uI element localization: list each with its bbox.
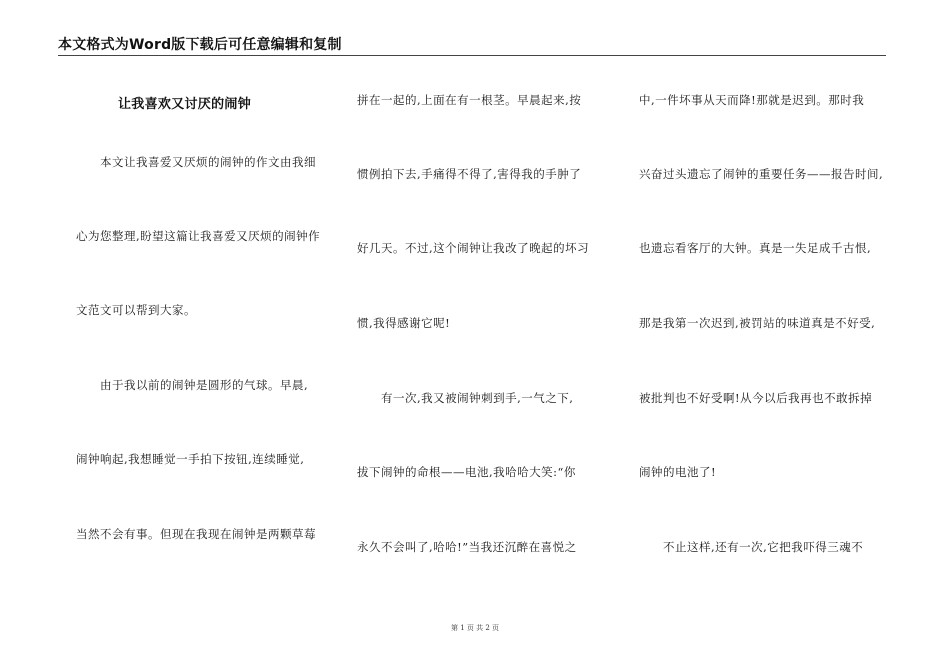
document-header-title: 本文格式为Word版下载后可任意编辑和复制 [58,37,342,53]
text-line: 由于我以前的闹钟是圆形的气球。早晨, [100,378,309,392]
text-line: 不止这样,还有一次,它把我吓得三魂不 [663,540,864,554]
text-line: 中,一件坏事从天而降!那就是迟到。那时我 [639,93,865,107]
text-line: 当然不会有事。但现在我现在闹钟是两颗草莓 [76,527,316,541]
header-divider [58,55,886,56]
text-line: 也遗忘看客厅的大钟。真是一失足成千古恨, [639,241,872,255]
text-line: 永久不会叫了,哈哈!”当我还沉醉在喜悦之 [357,540,577,554]
text-line: 兴奋过头遗忘了闹钟的重要任务——报告时间, [639,167,884,181]
text-line: 被批判也不好受啊!从今以后我再也不敢拆掉 [639,391,873,405]
text-line: 那是我第一次迟到,被罚站的味道真是不好受, [639,316,876,330]
text-line: 闹钟响起,我想睡觉一手拍下按钮,连续睡觉, [76,452,305,466]
text-line: 好几天。不过,这个闹钟让我改了晚起的坏习 [357,241,590,255]
text-line: 闹钟的电池了! [639,465,717,479]
article-title: 让我喜欢又讨厌的闹钟 [118,97,252,112]
text-line: 惯,我得感谢它呢! [357,316,451,330]
text-line: 心为您整理,盼望这篇让我喜爱又厌烦的闹钟作 [76,229,321,243]
text-line: 本文让我喜爱又厌烦的闹钟的作文由我细 [100,155,316,169]
page-number-footer: 第 1 页 共 2 页 [450,624,500,632]
text-line: 文范文可以帮到大家。 [76,303,196,317]
text-line: 拼在一起的,上面在有一根茎。早晨起来,按 [357,93,582,107]
text-line: 有一次,我又被闹钟刺到手,一气之下, [381,391,574,405]
text-line: 惯例拍下去,手痛得不得了,害得我的手肿了 [357,167,582,181]
text-line: 拔下闹钟的命根——电池,我哈哈大笑:“你 [357,465,576,479]
